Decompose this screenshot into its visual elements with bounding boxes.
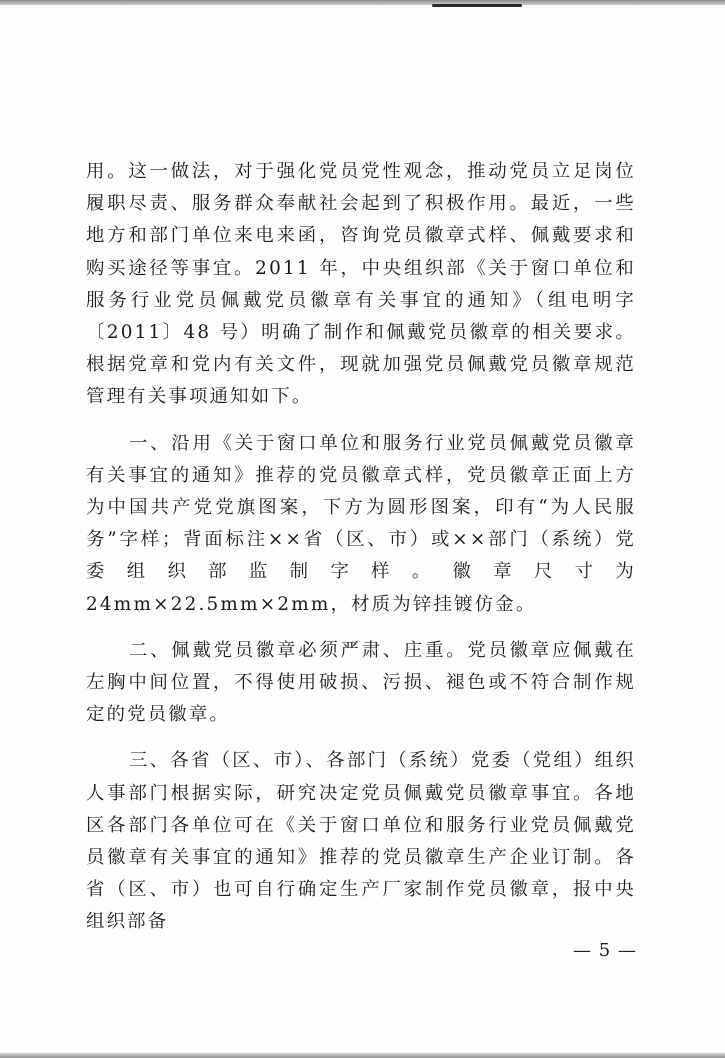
document-body: [86, 156, 636, 939]
scan-bottom-edge: [0, 1053, 725, 1058]
scan-top-edge: [0, 0, 725, 5]
paragraph-item-1: 一、沿用《关于窗口单位和服务行业党员佩戴党员徽章有关事宜的通知》推荐的党员徽章式样，党员徽章正面上方为中国共产党党旗图案，下方为圆形图案，印有“为人民服务”字样；背面标注××省（区、市）或××部门（系统）党委组织部监制字样。徽章尺寸为 24mm×22.5mm×2mm，材质为锌挂镀仿金。: [86, 432, 636, 615]
scan-binding-mark: [432, 4, 522, 7]
page-number: — 5 —: [573, 940, 637, 961]
paragraph-item-2: 二、佩戴党员徽章必须严肃、庄重。党员徽章应佩戴在左胸中间位置，不得使用破损、污损、褪色或不符合制作规定的党员徽章。: [86, 639, 636, 726]
paragraph-item-3: 三、各省（区、市）、各部门（系统）党委（党组）组织人事部门根据实际，研究决定党员佩戴党员徽章事宜。各地区各部门各单位可在《关于窗口单位和服务行业党员佩戴党员徽章有关事宜的通知》推荐的党员徽章生产企业订制。各省（区、市）也可自行确定生产厂家制作党员徽章，报中央组织部备: [86, 750, 636, 933]
paragraph-continued: 用。这一做法，对于强化党员党性观念，推动党员立足岗位履职尽责、服务群众奉献社会起到了积极作用。最近，一些地方和部门单位来电来函，咨询党员徽章式样、佩戴要求和购买途径等事宜。2011 年，中央组织部《关于窗口单位和服务行业党员佩戴党员徽章有关事宜的通知》（组电明字〔2011〕48 号）明确了制作和佩戴党员徽章的相关要求。根据党章和党内有关文件，现就加强党员佩戴党员徽章规范管理有关事项通知如下。: [86, 161, 636, 408]
